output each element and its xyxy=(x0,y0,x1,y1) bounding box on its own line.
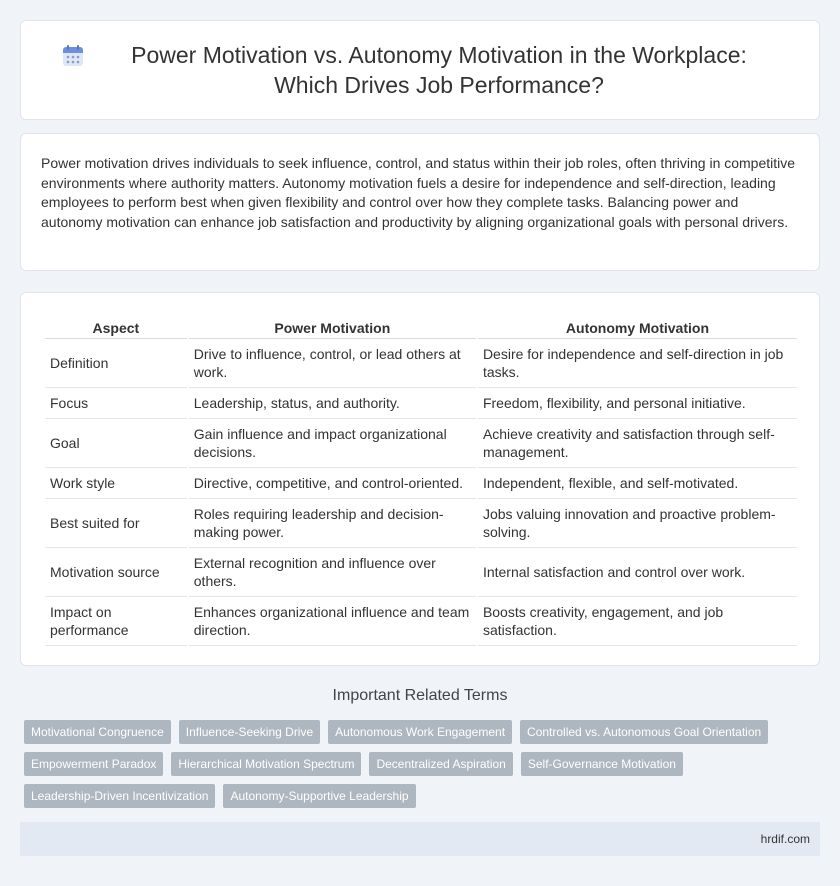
row-autonomy: Jobs valuing innovation and proactive problem-solving. xyxy=(478,499,797,548)
related-term-tag[interactable]: Leadership-Driven Incentivization xyxy=(24,784,215,808)
related-terms-title: Important Related Terms xyxy=(332,687,508,704)
related-term-tag[interactable]: Motivational Congruence xyxy=(24,720,171,744)
row-power: Enhances organizational influence and team direction. xyxy=(189,597,476,646)
intro-paragraph: Power motivation drives individuals to seek influence, control, and status within their job roles, often thriving in competitive environments where authority matters. Autonomy motivation fuels a desire for independence and self-direction, leading employees to perform best when given flexibility and control over how they complete tasks. Balancing power and autonomy motivation can enhance job satisfaction and productivity by aligning organizational goals with personal drivers. xyxy=(41,155,796,230)
comparison-card xyxy=(20,292,820,666)
related-term-tag[interactable]: Controlled vs. Autonomous Goal Orientation xyxy=(520,720,768,744)
related-term-tag[interactable]: Empowerment Paradox xyxy=(24,752,163,776)
related-terms-list xyxy=(24,720,814,816)
intro-card xyxy=(20,133,820,271)
related-term-tag[interactable]: Self-Governance Motivation xyxy=(521,752,683,776)
table-row xyxy=(45,499,797,548)
row-autonomy: Freedom, flexibility, and personal initiative. xyxy=(478,388,797,419)
row-power: External recognition and influence over others. xyxy=(189,548,476,597)
footer xyxy=(20,822,820,856)
title-wrap xyxy=(61,40,779,100)
table-row xyxy=(45,388,797,419)
header-power: Power Motivation xyxy=(189,313,476,339)
row-autonomy: Boosts creativity, engagement, and job satisfaction. xyxy=(478,597,797,646)
related-term-tag[interactable]: Hierarchical Motivation Spectrum xyxy=(171,752,361,776)
table-row xyxy=(45,468,797,499)
row-aspect: Definition xyxy=(45,339,187,388)
row-power: Leadership, status, and authority. xyxy=(189,388,476,419)
related-term-tag[interactable]: Influence-Seeking Drive xyxy=(179,720,320,744)
table-row xyxy=(45,597,797,646)
related-term-tag[interactable]: Decentralized Aspiration xyxy=(369,752,512,776)
table-row xyxy=(45,339,797,388)
related-term-tag[interactable]: Autonomous Work Engagement xyxy=(328,720,512,744)
row-power: Drive to influence, control, or lead others at work. xyxy=(189,339,476,388)
footer-site-link[interactable]: hrdif.com xyxy=(760,832,810,846)
row-aspect: Motivation source xyxy=(45,548,187,597)
table-header-row xyxy=(45,313,797,339)
row-aspect: Goal xyxy=(45,419,187,468)
comparison-table xyxy=(43,313,799,646)
row-power: Gain influence and impact organizational decisions. xyxy=(189,419,476,468)
table-row xyxy=(45,419,797,468)
row-autonomy: Desire for independence and self-direction in job tasks. xyxy=(478,339,797,388)
title-card xyxy=(20,20,820,120)
row-autonomy: Achieve creativity and satisfaction through self-management. xyxy=(478,419,797,468)
row-autonomy: Internal satisfaction and control over work. xyxy=(478,548,797,597)
row-power: Roles requiring leadership and decision-making power. xyxy=(189,499,476,548)
header-autonomy: Autonomy Motivation xyxy=(478,313,797,339)
header-aspect: Aspect xyxy=(45,313,187,339)
row-aspect: Focus xyxy=(45,388,187,419)
page-title: Power Motivation vs. Autonomy Motivation in the Workplace: Which Drives Job Performance? xyxy=(131,42,747,98)
calendar-icon xyxy=(61,44,85,68)
table-row xyxy=(45,548,797,597)
row-aspect: Work style xyxy=(45,468,187,499)
row-aspect: Best suited for xyxy=(45,499,187,548)
related-term-tag[interactable]: Autonomy-Supportive Leadership xyxy=(223,784,415,808)
row-aspect: Impact on performance xyxy=(45,597,187,646)
row-power: Directive, competitive, and control-oriented. xyxy=(189,468,476,499)
row-autonomy: Independent, flexible, and self-motivated. xyxy=(478,468,797,499)
